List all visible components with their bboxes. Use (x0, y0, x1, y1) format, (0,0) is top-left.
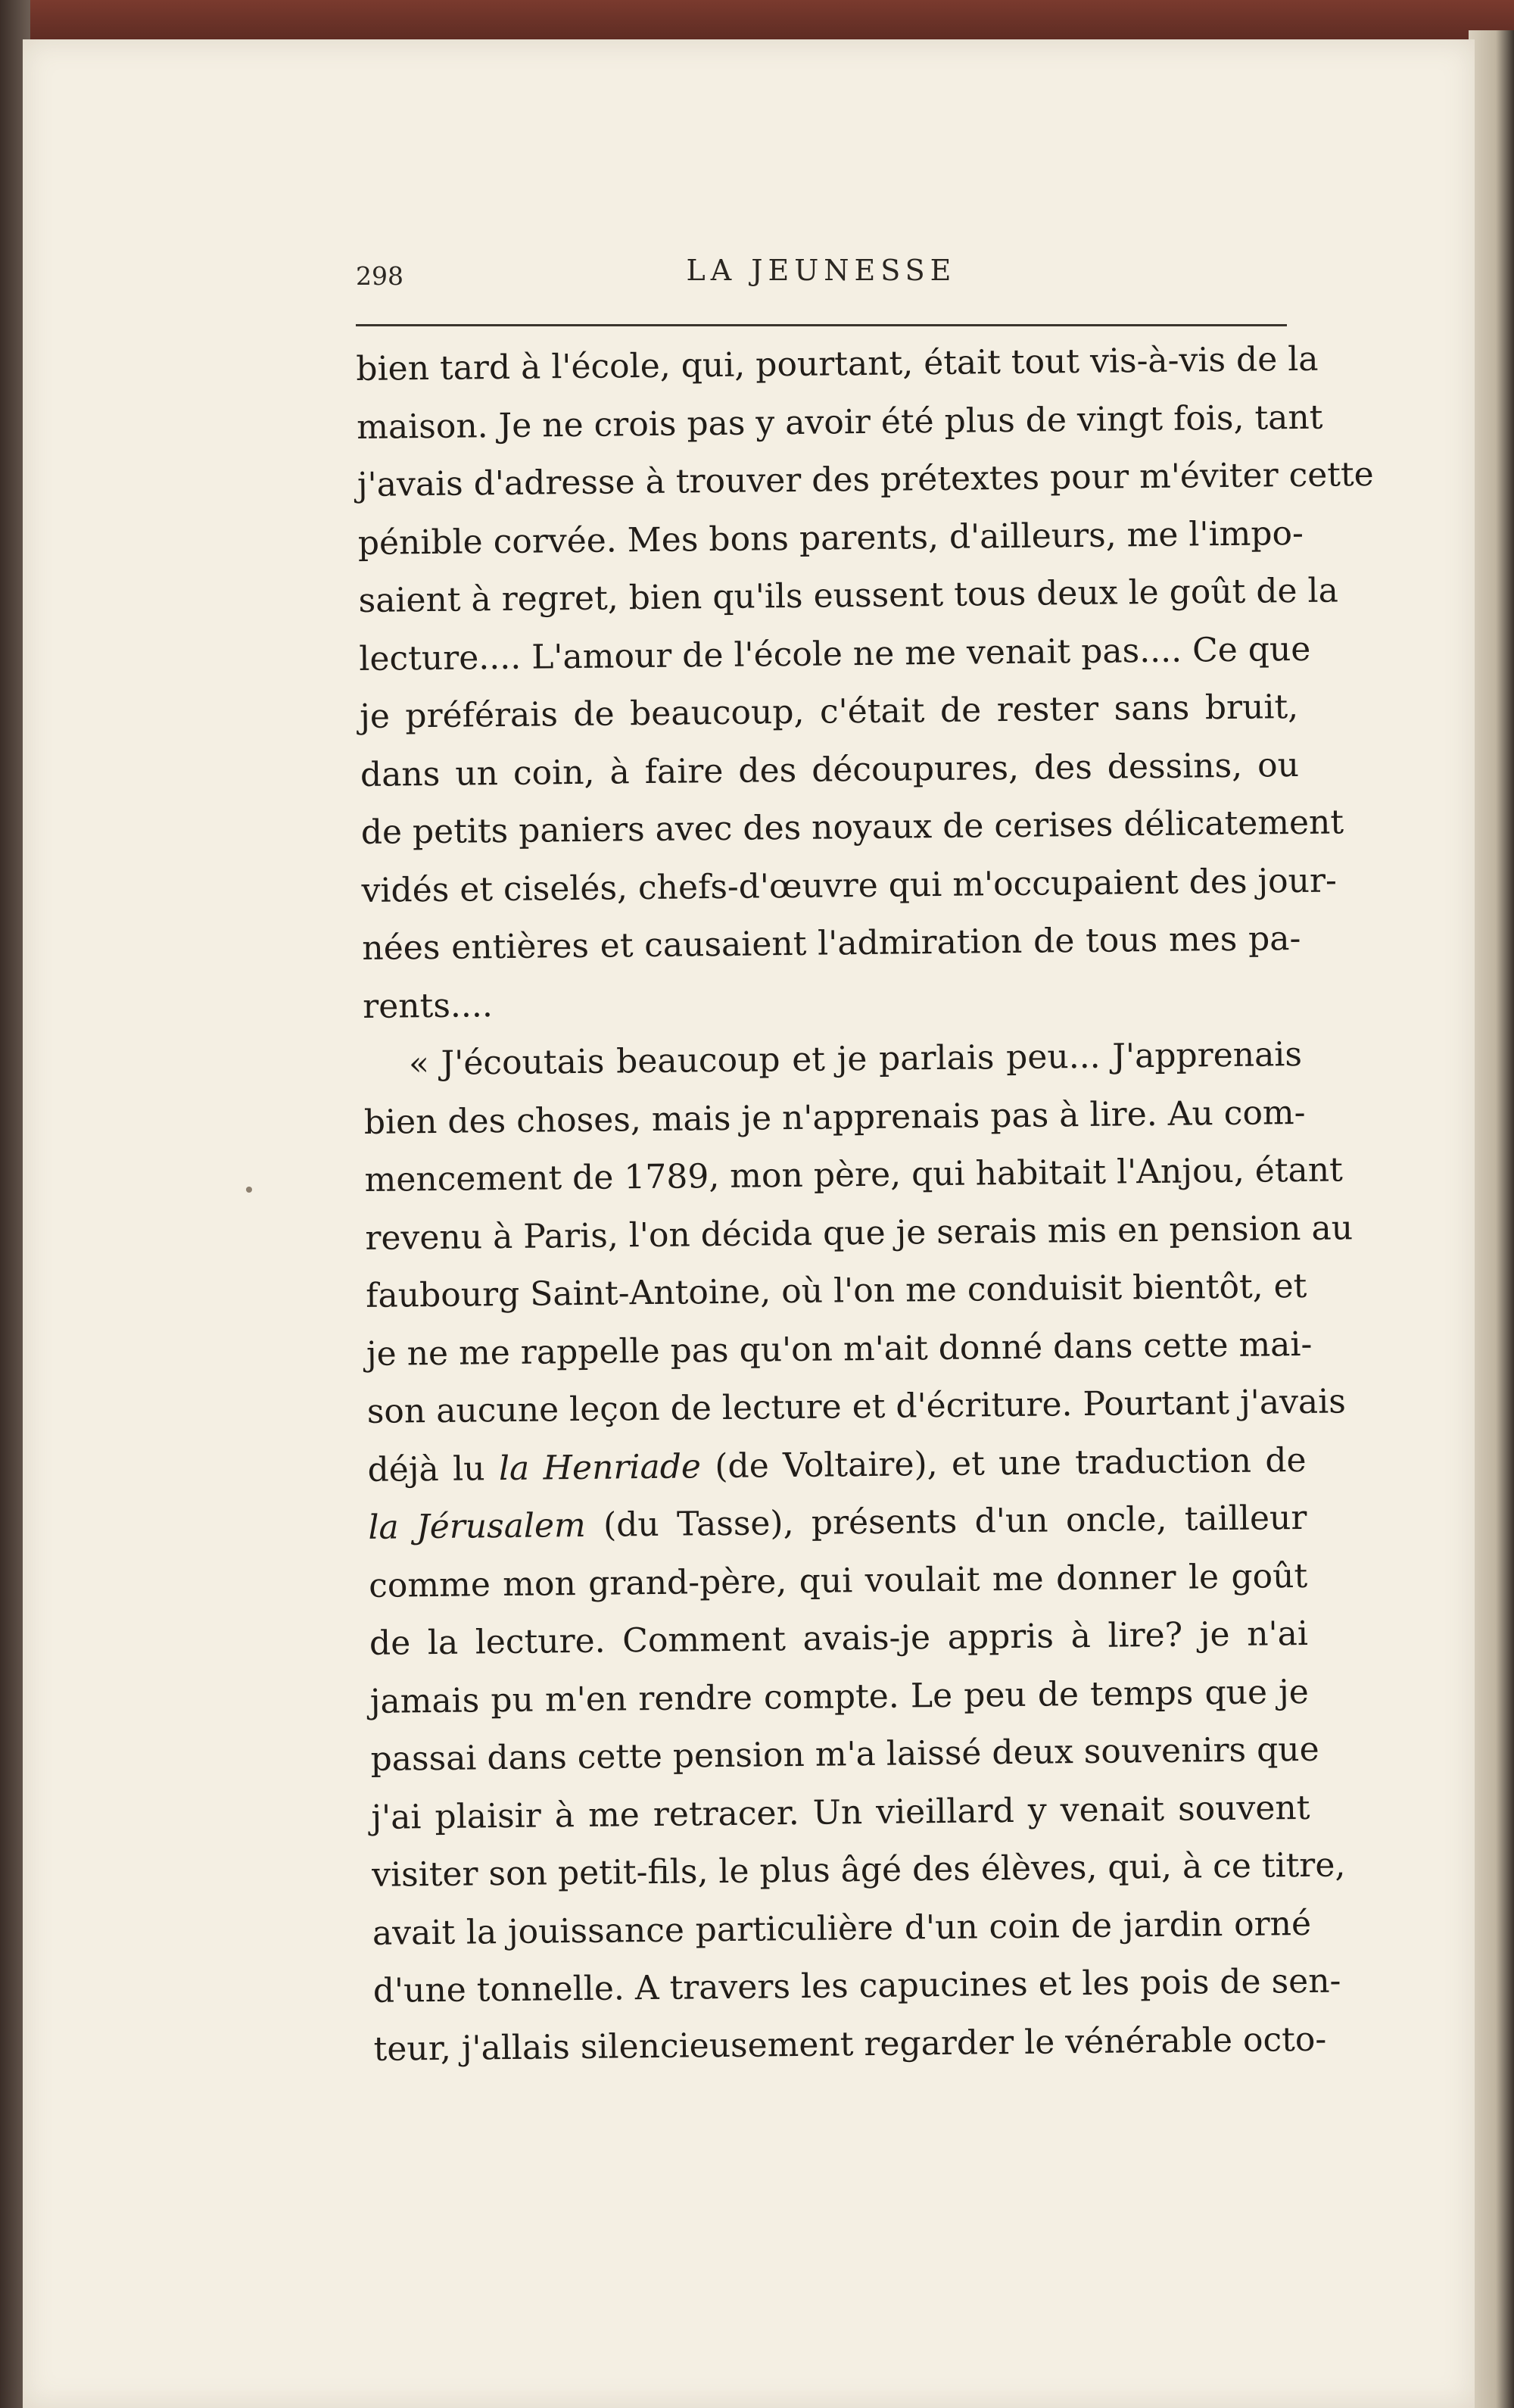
text-line (368, 1489, 1307, 1557)
text-line: bien tard à l'école, qui, pourtant, était tout vis-à-vis de la (356, 339, 1319, 388)
text-line: revenu à Paris, l'on décida que je serais mis en pension au (365, 1208, 1354, 1258)
text-line: bien des choses, mais je n'apprenais pas à lire. Au com- (363, 1093, 1306, 1142)
running-title: LA JEUNESSE (686, 254, 957, 287)
text-line: je ne me rappelle pas qu'on m'ait donné dans cette mai- (366, 1324, 1313, 1374)
text-line: maison. Je ne crois pas y avoir été plus de vingt fois, tant (356, 398, 1323, 447)
text-line: jamais pu m'en rendre compte. Le peu de temps que je (369, 1672, 1310, 1721)
text-line: mencement de 1789, mon père, qui habitait l'Anjou, étant (364, 1150, 1344, 1199)
text-line: passai dans cette pension m'a laissé deux souvenirs que (370, 1730, 1319, 1779)
text-line: faubourg Saint-Antoine, où l'on me conduisit bientôt, et (365, 1266, 1307, 1315)
text-line: rents.... (362, 985, 494, 1026)
text-line: de petits paniers avec des noyaux de cerises délicatement (360, 803, 1344, 852)
text-line (367, 1431, 1307, 1499)
text-run: déjà lu (367, 1449, 500, 1489)
header-rule (356, 324, 1287, 326)
text-line: j'avais d'adresse à trouver des prétextes pour m'éviter cette (357, 454, 1374, 504)
running-head (356, 254, 1287, 299)
text-line: saient à regret, bien qu'ils eussent tous deux le goût de la (358, 571, 1339, 620)
text-line: lecture.... L'amour de l'école ne me venait pas.... Ce que (359, 629, 1311, 678)
text-line: « J'écoutais beaucoup et je parlais peu... J'apprenais (408, 1034, 1303, 1084)
text-line: j'ai plaisir à me retracer. Un vieillard y venait souvent (371, 1788, 1310, 1837)
text-line: teur, j'allais silencieusement regarder le vénérable octo- (373, 2020, 1327, 2069)
text-line: d'une tonnelle. A travers les capucines et les pois de sen- (372, 1961, 1341, 2010)
text-line: visiter son petit-fils, le plus âgé des élèves, qui, à ce titre, (371, 1845, 1346, 1895)
text-line: avait la jouissance particulière d'un coin de jardin orné (372, 1904, 1312, 1953)
text-line: pénible corvée. Mes bons parents, d'ailleurs, me l'impo- (357, 513, 1304, 563)
text-line: vidés et ciselés, chefs-d'œuvre qui m'occupaient des jour- (361, 860, 1338, 910)
text-run: (du Tasse), présents d'un oncle, tailleur (585, 1498, 1307, 1545)
text-line: je préférais de beaucoup, c'était de rester sans bruit, (359, 687, 1299, 736)
text-line: comme mon grand-père, qui voulait me donner le goût (368, 1556, 1308, 1605)
book-cover-edge-top (0, 0, 1514, 45)
text-line: son aucune leçon de lecture et d'écriture. Pourtant j'avais (366, 1382, 1347, 1431)
book-title-italic: la Henriade (498, 1446, 702, 1488)
text-line: de la lecture. Comment avais-je appris à lire? je n'ai (369, 1614, 1309, 1663)
text-line: dans un coin, à faire des découpures, des dessins, ou (360, 745, 1300, 794)
text-run: (de Voltaire), et une traduction de (700, 1440, 1307, 1486)
body-text (356, 330, 1374, 2078)
book-title-italic: la Jérusalem (368, 1505, 586, 1547)
text-line: nées entières et causaient l'admiration de tous mes pa- (362, 919, 1301, 968)
adjacent-page-edge (1469, 30, 1514, 2408)
page-number: 298 (356, 261, 403, 291)
paper-speck (246, 1187, 252, 1193)
